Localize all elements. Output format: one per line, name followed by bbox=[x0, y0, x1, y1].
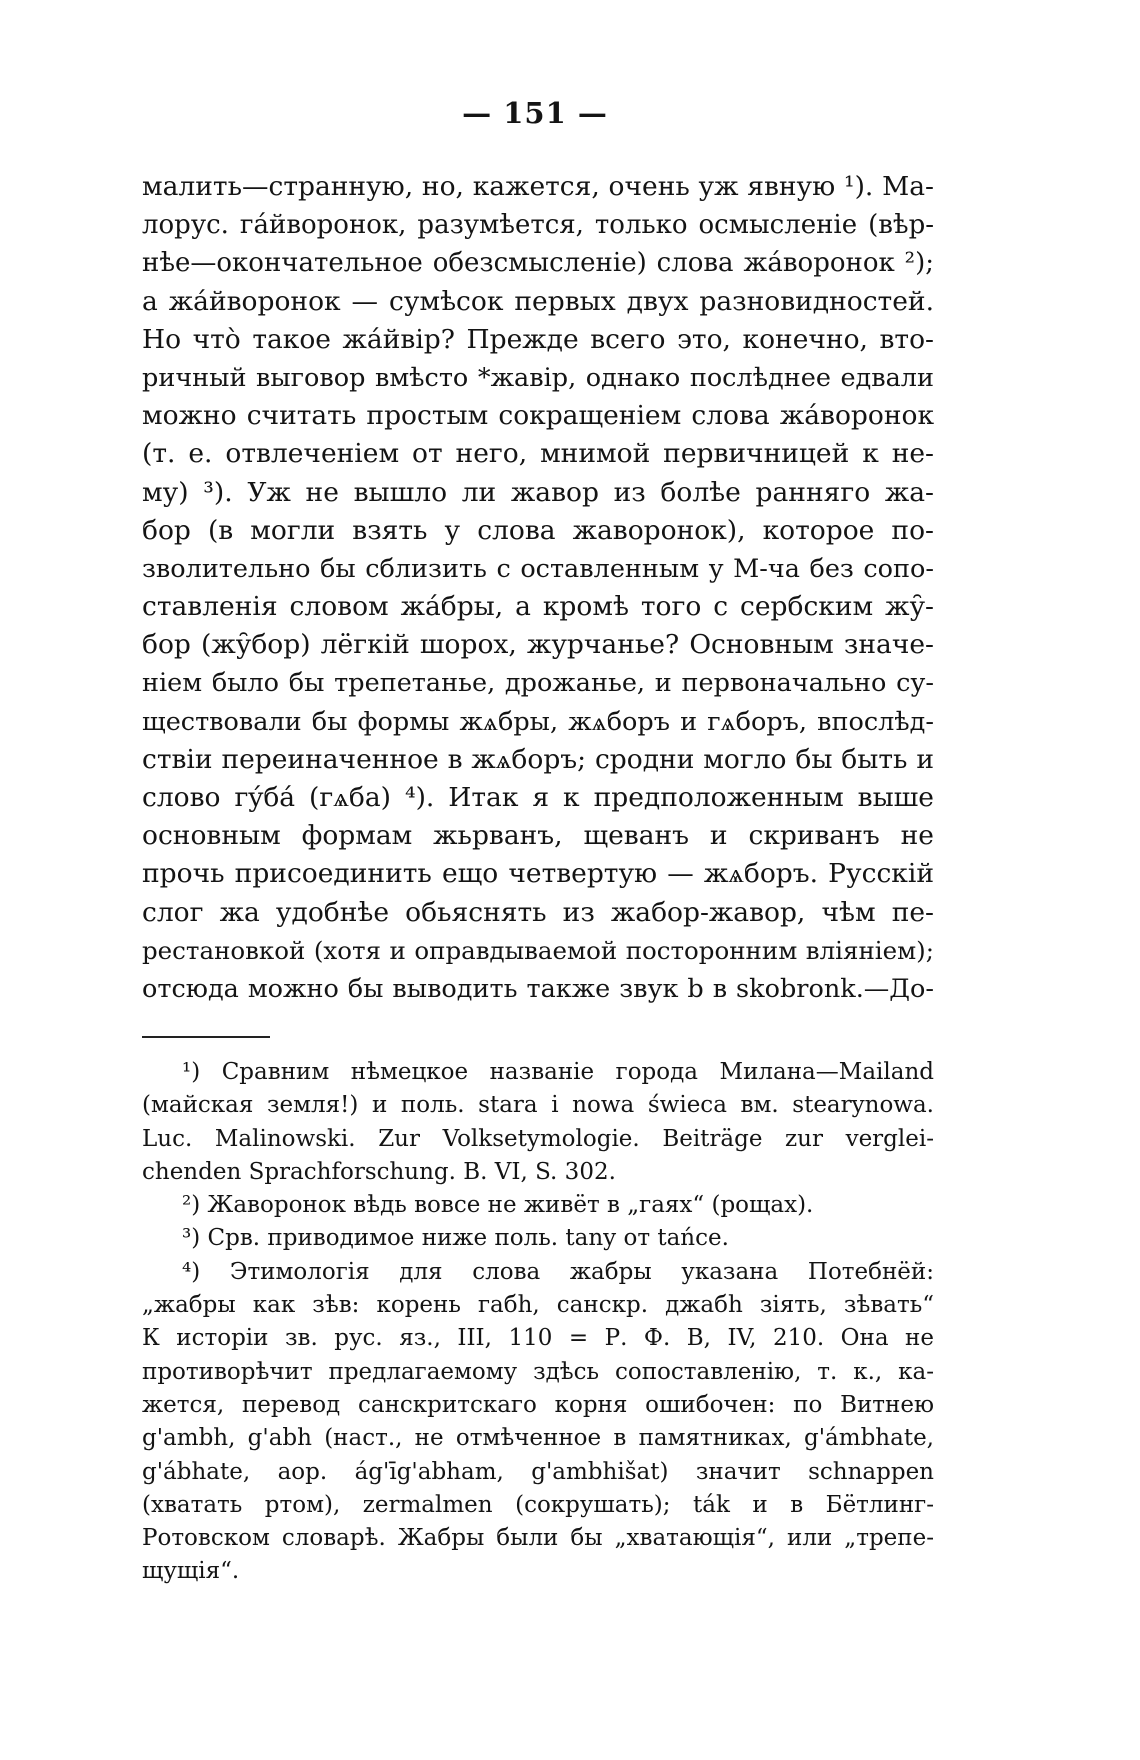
body-line: а жáйворонок — сумѣсок первых двух разновидностей. bbox=[142, 285, 934, 317]
body-line: слово гýбá (гѧба) ⁴). Итак я к предположенным выше bbox=[142, 782, 934, 813]
footnote-line: щущія“. bbox=[142, 1558, 240, 1585]
body-line: рестановкой (хотя и оправдываемой посторонним вліяніем); bbox=[142, 935, 934, 965]
body-line: ствіи переиначенное в жѧборъ; сродни могло бы быть и bbox=[142, 743, 934, 775]
body-line: можно считать простым сокращеніем слова жáворонок bbox=[142, 400, 934, 432]
footnotes bbox=[142, 1056, 934, 1589]
footnote-line: (хватать ртом), zermalmen (сокрушать); ták и в Бётлинг- bbox=[142, 1491, 934, 1518]
footnote-2 bbox=[142, 1189, 934, 1222]
footnote-line: „жабры как зѣв: корень габһ, санскр. джабһ зіять, зѣвать“ bbox=[142, 1292, 934, 1319]
footnote-line: (майская земля!) и поль. stara i nowa świeca вм. stearynowa. bbox=[142, 1092, 934, 1119]
body-line: слог жа удобнѣе обьяснять из жабор-жавор, чѣм пе- bbox=[142, 896, 934, 928]
body-line: ществовали бы формы жѧбры, жѧборъ и гѧборъ, впослѣд- bbox=[142, 706, 934, 737]
footnote-line: chenden Sprachforschung. B. VI, S. 302. bbox=[142, 1158, 616, 1185]
footnote-line: жется, перевод санскритскаго корня ошибочен: по Витнею bbox=[142, 1391, 934, 1418]
footnote-4 bbox=[142, 1256, 934, 1589]
footnote-line: ²) Жаворонок вѣдь вовсе не живёт в „гаях“ (рощах). bbox=[182, 1192, 814, 1219]
body-line: бор (в могли взять у слова жаворонок), которое по- bbox=[142, 514, 934, 546]
body-line: малить—странную, но, кажется, очень уж явную ¹). Ма- bbox=[142, 171, 934, 202]
footnote-line: g'ábhate, аор. ág'īg'abham, g'ambhišat) значит schnappen bbox=[142, 1458, 934, 1485]
body-line: ричный выговор вмѣсто *жавір, однако послѣднее едвали bbox=[142, 362, 934, 393]
footnote-line: ¹) Сравним нѣмецкое названіе города Милана—Mailand bbox=[182, 1059, 934, 1085]
footnote-3 bbox=[142, 1222, 934, 1255]
footnote-line: противорѣчит предлагаемому здѣсь сопоставленію, т. к., ка- bbox=[142, 1358, 934, 1385]
footnote-line: ⁴) Этимологія для слова жабры указана Потебнёй: bbox=[182, 1258, 934, 1285]
footnote-line: ³) Срв. приводимое ниже поль. tany от tańce. bbox=[182, 1225, 729, 1252]
footnote-line: К исторіи зв. рус. яз., III, 110 = Р. Ф. В, IV, 210. Она не bbox=[142, 1325, 934, 1352]
body-line: прочь присоединить ещо четвертую — жѧборъ. Русскій bbox=[142, 858, 934, 890]
footnote-line: Luc. Malinowski. Zur Volksetymologie. Beiträge zur verglei- bbox=[142, 1125, 934, 1152]
footnote-line: Ротовском словарѣ. Жабры были бы „хватающія“, или „трепе- bbox=[142, 1525, 934, 1552]
footnote-divider bbox=[142, 1036, 270, 1038]
body-line: (т. е. отвлеченіем от него, мнимой первичницей к не- bbox=[142, 438, 934, 470]
body-line: лорус. гáйворонок, разумѣется, только осмысленіе (вѣр- bbox=[142, 210, 934, 241]
body-line: отсюда можно бы выводить также звук b в skobronk.—До- bbox=[142, 973, 934, 1004]
footnote-1 bbox=[142, 1056, 934, 1189]
body-line: бор (жу̑бор) лёгкій шорох, журчанье? Основным значе- bbox=[142, 629, 934, 661]
body-line: ставленія словом жáбры, а кромѣ того с сербским жу̑- bbox=[142, 591, 934, 623]
page-number: — 151 — bbox=[462, 96, 608, 130]
body-text bbox=[142, 168, 934, 1008]
body-line: зволительно бы сблизить с оставленным у М-ча без сопо- bbox=[142, 553, 934, 584]
body-line: Но что̀ такое жáйвір? Прежде всего это, конечно, вто- bbox=[142, 323, 934, 355]
body-line: основным формам жьрванъ, щеванъ и скриванъ не bbox=[142, 820, 934, 852]
body-line: му) ³). Уж не вышло ли жавор из болѣе ранняго жа- bbox=[142, 476, 934, 508]
body-line: ніем было бы трепетанье, дрожанье, и первоначально су- bbox=[142, 668, 934, 699]
footnote-line: g'ambh, g'abh (наст., не отмѣченное в памятниках, g'ámbhate, bbox=[142, 1425, 934, 1452]
body-line: нѣе—окончательное обезсмысленіе) слова жáворонок ²); bbox=[142, 248, 934, 279]
